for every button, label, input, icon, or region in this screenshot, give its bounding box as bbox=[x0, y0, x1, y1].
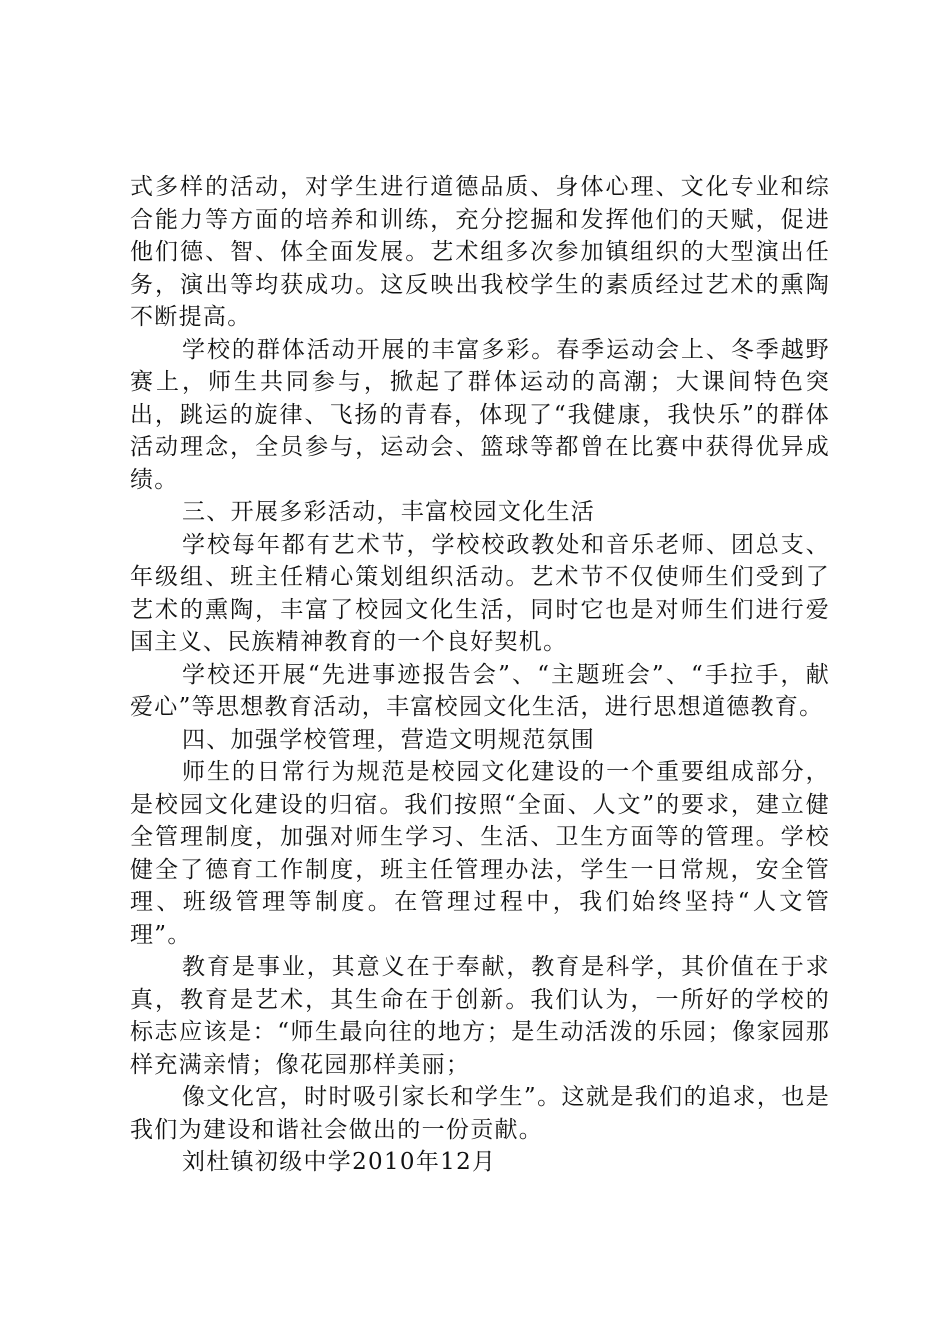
paragraph-group-activities: 学校的群体活动开展的丰富多彩。春季运动会上、冬季越野赛上，师生共同参与，掀起了群体运动的高潮；大课间特色突出，跳运的旋律、飞扬的青春，体现了“我健康，我快乐”的群体活动理念，全员参与，运动会、篮球等都曾在比赛中获得优异成绩。 bbox=[130, 336, 830, 493]
paragraph-education-philosophy: 教育是事业，其意义在于奉献，教育是科学，其价值在于求真，教育是艺术，其生命在于创新。我们认为，一所好的学校的标志应该是：“师生最向往的地方；是生动活泼的乐园；像家园那样充满亲情；像花园那样美丽； bbox=[130, 954, 830, 1078]
document-body bbox=[130, 171, 830, 1179]
paragraph-behavior-norms: 师生的日常行为规范是校园文化建设的一个重要组成部分，是校园文化建设的归宿。我们按照“全面、人文”的要求，建立健全管理制度，加强对师生学习、生活、卫生方面等的管理。学校健全了德育工作制度，班主任管理办法，学生一日常规，安全管理、班级管理等制度。在管理过程中，我们始终坚持“人文管理”。 bbox=[130, 759, 830, 948]
signature-line: 刘杜镇初级中学2010年12月 bbox=[182, 1149, 497, 1175]
paragraph-pursuit: 像文化宫，时时吸引家长和学生”。这就是我们的追求，也是我们为建设和谐社会做出的一份贡献。 bbox=[130, 1084, 830, 1143]
section-heading-4: 四、加强学校管理，营造文明规范氛围 bbox=[182, 726, 596, 753]
paragraph-ideological-education: 学校还开展“先进事迹报告会”、“主题班会”、“手拉手，献爱心”等思想教育活动，丰富校园文化生活，进行思想道德教育。 bbox=[130, 661, 830, 720]
paragraph-activities-continued: 式多样的活动，对学生进行道德品质、身体心理、文化专业和综合能力等方面的培养和训练，充分挖掘和发挥他们的天赋，促进他们德、智、体全面发展。艺术组多次参加镇组织的大型演出任务，演出等均获成功。这反映出我校学生的素质经过艺术的熏陶不断提高。 bbox=[130, 174, 830, 330]
section-heading-3: 三、开展多彩活动，丰富校园文化生活 bbox=[182, 499, 596, 525]
paragraph-art-festival: 学校每年都有艺术节，学校校政教处和音乐老师、团总支、年级组、班主任精心策划组织活动。艺术节不仅使师生们受到了艺术的熏陶，丰富了校园文化生活，同时它也是对师生们进行爱国主义、民族精神教育的一个良好契机。 bbox=[130, 531, 830, 655]
